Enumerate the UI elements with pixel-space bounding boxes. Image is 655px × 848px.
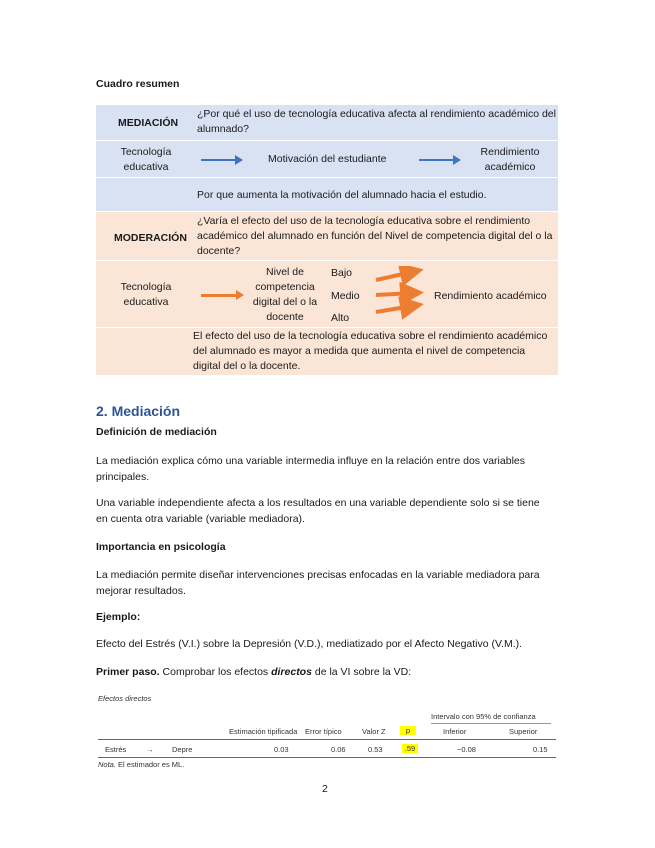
conclusion-line: El efecto del uso de la tecnología educativa sobre el rendimiento académico	[193, 330, 548, 342]
text-line: mejorar resultados.	[96, 585, 186, 597]
cell-lower: −0.08	[457, 745, 476, 754]
cell-p: .59	[402, 744, 418, 753]
mediation-node-x	[108, 145, 184, 175]
col-estimate: Estimación tipificada	[229, 727, 298, 736]
node-x-line2: educativa	[123, 296, 169, 308]
text-line: principales.	[96, 471, 150, 483]
arrow-right-icon	[201, 294, 237, 297]
definition-heading: Definición de mediación	[96, 426, 217, 438]
moderation-label: MODERACIÓN	[114, 232, 187, 244]
row-arrow: →	[146, 745, 154, 754]
moderation-node-x	[108, 280, 184, 310]
divider	[96, 327, 558, 328]
conclusion-line: digital del o la docente.	[193, 360, 301, 372]
importance-paragraph	[96, 567, 566, 599]
mediation-node-m: Motivación del estudiante	[268, 153, 387, 165]
cell-z: 0.53	[368, 745, 383, 754]
moderator-line: digital del o la	[252, 296, 318, 308]
table-note	[98, 760, 184, 769]
arrow-medium-icon	[376, 293, 412, 295]
first-step-text: de la VI sobre la VD:	[311, 666, 412, 678]
section-heading: 2. Mediación	[96, 403, 181, 419]
divider	[96, 177, 558, 178]
level-arrows	[372, 266, 428, 322]
node-x-line1: Tecnología	[120, 146, 172, 158]
first-step-text: Comprobar los efectos	[159, 666, 272, 678]
mediation-conclusion: Por que aumenta la motivación del alumnado hacia el estudio.	[197, 189, 487, 201]
moderator-line: docente	[266, 311, 304, 323]
node-y-line2: académico	[484, 161, 536, 173]
summary-title: Cuadro resumen	[96, 78, 180, 90]
text-line: en cuenta otra variable (variable mediadora).	[96, 513, 305, 525]
ci-header: Intervalo con 95% de confianza	[431, 712, 536, 721]
text-line: La mediación permite diseñar intervenciones precisas enfocadas en la variable mediadora para	[96, 569, 540, 581]
moderation-question-line3: docente?	[197, 245, 241, 257]
first-step-label: Primer paso.	[96, 666, 160, 678]
col-upper: Superior	[509, 727, 538, 736]
divider	[96, 140, 558, 141]
definition-paragraph-1	[96, 453, 566, 485]
moderator-node	[245, 265, 325, 325]
moderation-outcome: Rendimiento académico	[434, 290, 547, 302]
node-x-line1: Tecnología	[120, 281, 172, 293]
text-line: La mediación explica cómo una variable intermedia influye en la relación entre dos variables	[96, 455, 525, 467]
mediation-label: MEDIACIÓN	[118, 117, 179, 129]
cell-upper: 0.15	[533, 745, 548, 754]
level-medium: Medio	[331, 290, 360, 302]
note-text: El estimador es ML.	[115, 760, 185, 769]
cell-se: 0.06	[331, 745, 346, 754]
moderator-line: Nivel de	[266, 266, 304, 278]
moderator-line: competencia	[255, 281, 315, 293]
table-bottom-rule	[98, 757, 556, 758]
arrow-right-icon	[419, 159, 455, 161]
conclusion-line: del alumnado es mayor a medida que aumenta el nivel de competencia	[193, 345, 526, 357]
col-p: p	[400, 726, 416, 735]
mediation-node-y	[470, 145, 550, 175]
text-line: Una variable independiente afecta a los resultados en una variable dependiente solo si se tiene	[96, 497, 540, 509]
page-number: 2	[322, 783, 328, 795]
row-to: Depre	[172, 745, 193, 754]
arrow-right-icon	[201, 159, 237, 161]
level-low: Bajo	[331, 267, 353, 279]
level-high: Alto	[331, 312, 350, 324]
definition-paragraph-2	[96, 495, 566, 527]
moderation-conclusion	[193, 329, 547, 374]
row-from: Estrés	[105, 745, 127, 754]
node-x-line2: educativa	[123, 161, 169, 173]
ci-rule	[431, 723, 551, 724]
table-caption: Efectos directos	[98, 694, 152, 703]
first-step	[96, 665, 411, 680]
moderation-question-line1: ¿Varía el efecto del uso de la tecnología educativa sobre el rendimiento	[197, 215, 531, 227]
col-z: Valor Z	[362, 727, 386, 736]
first-step-emphasis: directos	[271, 666, 312, 678]
divider	[96, 260, 558, 261]
cell-estimate: 0.03	[274, 745, 289, 754]
example-heading: Ejemplo:	[96, 611, 141, 623]
mediation-question-line2: alumnado?	[197, 123, 249, 135]
example-text: Efecto del Estrés (V.I.) sobre la Depresión (V.D.), mediatizado por el Afecto Negativo (V.M.).	[96, 638, 523, 650]
node-y-line1: Rendimiento	[480, 146, 540, 158]
col-se: Error típico	[305, 727, 342, 736]
mediation-question-line1: ¿Por qué el uso de tecnología educativa afecta al rendimiento académico del	[197, 108, 556, 120]
moderation-question-line2: académico del alumnado en función del Nivel de competencia digital del o la	[197, 230, 553, 242]
arrow-low-icon	[376, 272, 412, 280]
table-header-rule	[98, 739, 556, 740]
note-label: Nota.	[98, 760, 116, 769]
arrow-high-icon	[376, 306, 412, 312]
importance-heading: Importancia en psicología	[96, 541, 226, 553]
col-lower: Inferior	[443, 727, 467, 736]
